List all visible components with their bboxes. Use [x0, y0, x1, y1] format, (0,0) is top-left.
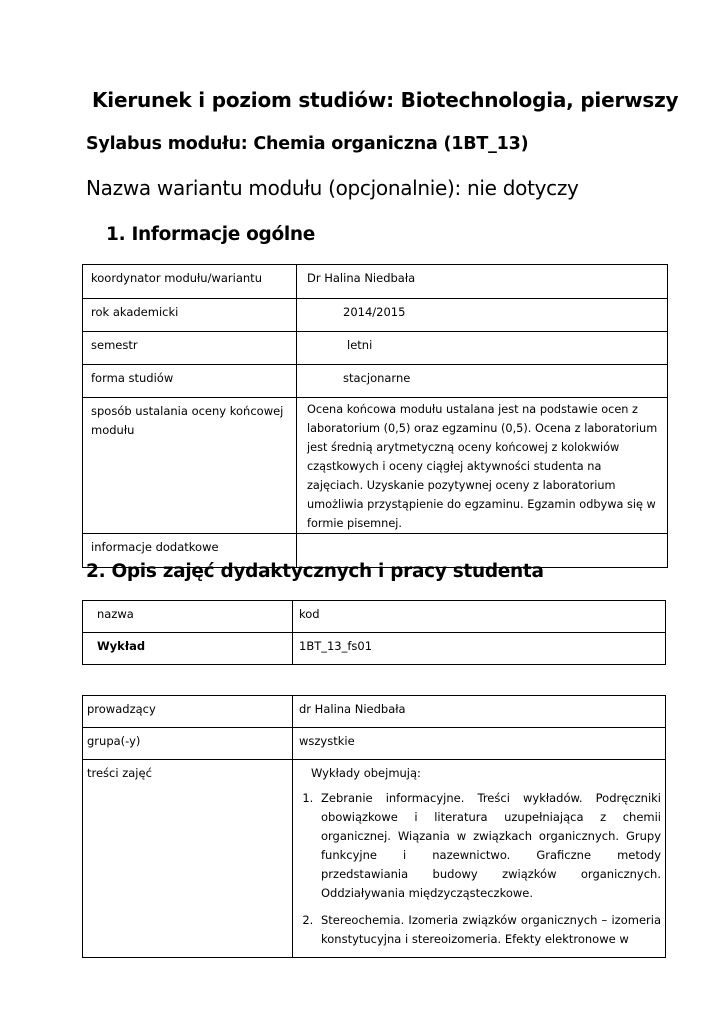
list-item: 2. Stereochemia. Izomeria związków organicznych – izomeria konstytucyjna i stereoizomeria. Efekty elektronowe w	[317, 911, 661, 949]
table-row	[83, 299, 668, 332]
table-row	[83, 633, 666, 665]
general-info-table	[82, 264, 668, 568]
course-code-table	[82, 600, 666, 665]
semester-value: letni	[347, 338, 373, 352]
name-column-header: nazwa	[97, 607, 134, 621]
program-heading: Kierunek i poziom studiów: Biotechnologia, pierwszy	[92, 88, 679, 112]
lecturer-label: prowadzący	[87, 702, 156, 716]
table-row	[83, 728, 666, 760]
course-content-list	[293, 789, 665, 949]
section-general-info-heading: 1. Informacje ogólne	[106, 224, 316, 245]
table-row	[83, 332, 668, 365]
module-syllabus-heading: Sylabus modułu: Chemia organiczna (1BT_13)	[86, 134, 529, 154]
study-form-value: stacjonarne	[343, 371, 411, 385]
table-row	[83, 398, 668, 534]
study-form-label: forma studiów	[91, 371, 174, 385]
section-course-description-heading: 2. Opis zajęć dydaktycznych i pracy studenta	[86, 561, 544, 582]
table-row	[83, 365, 668, 398]
code-column-header: kod	[299, 607, 320, 621]
course-content-label: treści zajęć	[87, 766, 152, 780]
table-row	[83, 696, 666, 728]
lecturer-value: dr Halina Niedbała	[299, 702, 406, 716]
table-row	[83, 760, 666, 958]
additional-info-value	[297, 534, 667, 538]
additional-info-label: informacje dodatkowe	[91, 540, 219, 554]
grading-method-label: sposób ustalania oceny końcowej modułu	[91, 404, 284, 437]
table-row	[83, 265, 668, 299]
table-row	[83, 601, 666, 633]
course-content-intro: Wykłady obejmują:	[311, 766, 421, 780]
semester-label: semestr	[91, 338, 138, 352]
course-details-table	[82, 695, 666, 958]
course-code-cell: 1BT_13_fs01	[299, 639, 373, 653]
groups-value: wszystkie	[299, 734, 355, 748]
list-item: 1. Zebranie informacyjne. Treści wykładów. Podręczniki obowiązkowe i literatura uzupełniająca z chemii organicznej. Wiązania w związkach organicznych. Grupy funkcyjne i nazewnictwo. Graficzne metody przedstawiania budowy związków organicznych. Oddziaływania międzycząsteczkowe.	[317, 789, 661, 903]
course-name-cell: Wykład	[97, 639, 146, 653]
coordinator-value: Dr Halina Niedbała	[307, 271, 416, 285]
variant-name-heading: Nazwa wariantu modułu (opcjonalnie): nie dotyczy	[86, 176, 579, 200]
academic-year-label: rok akademicki	[91, 305, 179, 319]
groups-label: grupa(-y)	[87, 734, 141, 748]
grading-method-value: Ocena końcowa modułu ustalana jest na podstawie ocen z laboratorium (0,5) oraz egzaminu (0,5). Ocena z laboratorium jest średnią arytmetyczną oceny końcowej z kolokwiów cząstkowych i oceny ciągłej aktywności studenta na zajęciach. Uzyskanie pozytywnej oceny z laboratorium umożliwia przystąpienie do egzaminu. Egzamin odbywa się w formie pisemnej.	[307, 403, 658, 530]
academic-year-value: 2014/2015	[343, 305, 406, 319]
coordinator-label: koordynator modułu/wariantu	[91, 271, 262, 285]
